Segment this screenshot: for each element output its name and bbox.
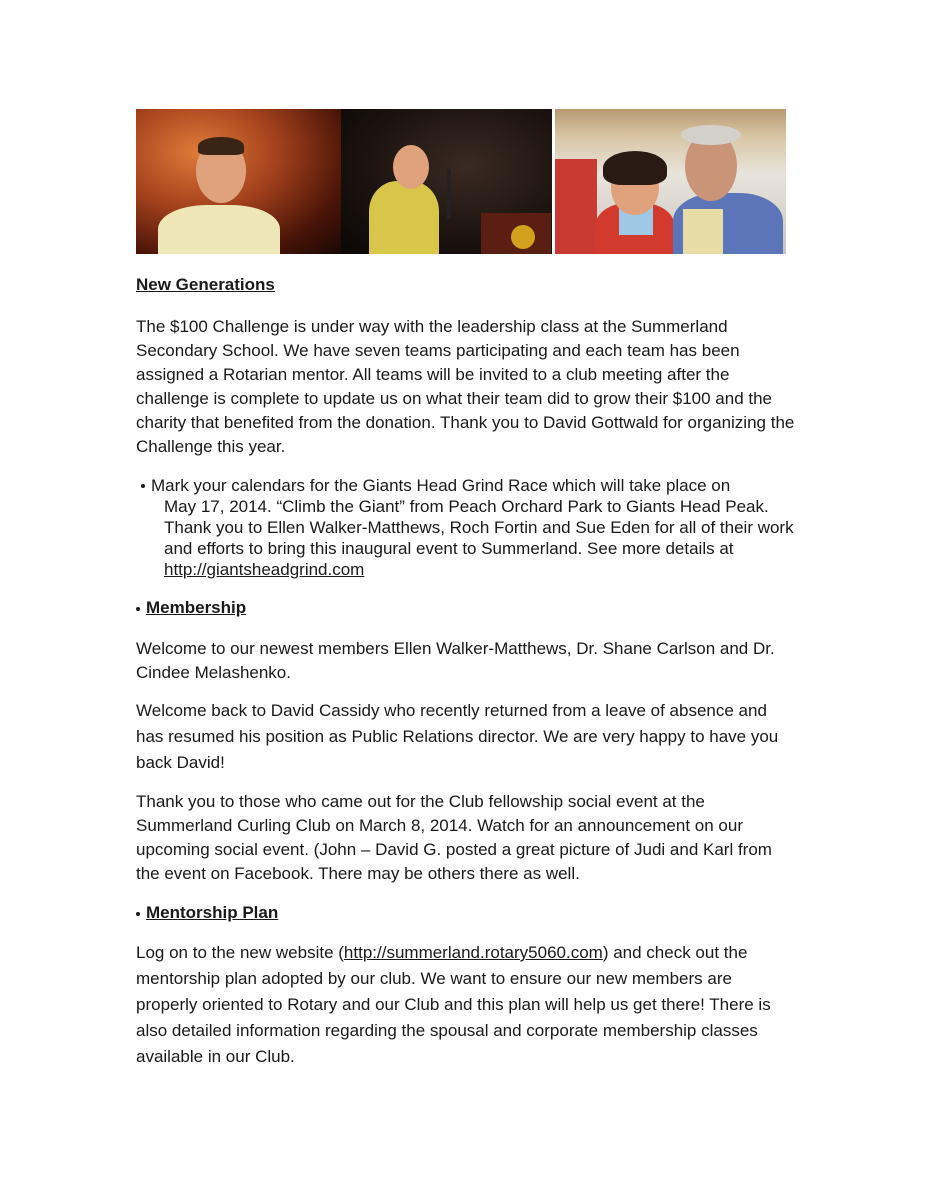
membership-new-members: Welcome to our newest members Ellen Walker-Matthews, Dr. Shane Carlson and Dr. Cindee Melashenko. [136,639,775,682]
membership-heading [136,596,796,620]
bullet-dot [136,912,140,916]
new-generations-paragraph: The $100 Challenge is under way with the leadership class at the Summerland Secondary School. We have seven teams participating and each team has been assigned a Rotarian mentor. All teams will be invited to a club meeting after the challenge is complete to update us on what their team did to grow their $100 and the charity that benefited from the donation. Thank you to David Gottwald for organizing the Challenge this year. [136,317,795,456]
new-generations-heading: New Generations [136,275,275,294]
giants-head-grind-link[interactable]: http://giantsheadgrind.com [164,560,365,579]
race-bullet-text: May 17, 2014. “Climb the Giant” from Peach Orchard Park to Giants Head Peak. Thank you to Ellen Walker-Matthews, Roch Fortin and Sue Eden for all of their work and efforts to bring this inaugural event to Summerland. See more details at [164,497,794,558]
photo-couple [555,109,786,254]
rotary-website-link[interactable]: http://summerland.rotary5060.com [343,943,603,962]
mentorship-heading-text: Mentorship Plan [146,903,279,922]
mentorship-heading [136,901,796,925]
race-bullet [136,475,796,580]
photo-banner [136,109,786,254]
bullet-dot [141,484,145,488]
mentorship-text-after: ) and check out the mentorship plan adopted by our club. We want to ensure our new members are properly oriented to Rotary and our Club and this plan will help us get there! There is also detailed information regarding the spousal and corporate membership classes available in our Club. [136,943,771,1066]
race-bullet-line1: Mark your calendars for the Giants Head Grind Race which will take place on [151,476,731,495]
membership-heading-text: Membership [146,598,247,617]
bullet-dot [136,607,140,611]
photo-speaker-at-podium [341,109,552,254]
mentorship-paragraph [136,940,796,1070]
membership-social-event: Thank you to those who came out for the Club fellowship social event at the Summerland Curling Club on March 8, 2014. Watch for an announcement on our upcoming social event. (John – David G. posted a great picture of Judi and Karl from the event on Facebook. There may be others there as well. [136,792,772,883]
membership-welcome-back: Welcome back to David Cassidy who recently returned from a leave of absence and has resumed his position as Public Relations director. We are very happy to have you back David! [136,701,779,772]
photo-smiling-man [136,109,341,254]
newsletter-content [136,273,796,1070]
mentorship-text-before: Log on to the new website ( [136,943,344,962]
